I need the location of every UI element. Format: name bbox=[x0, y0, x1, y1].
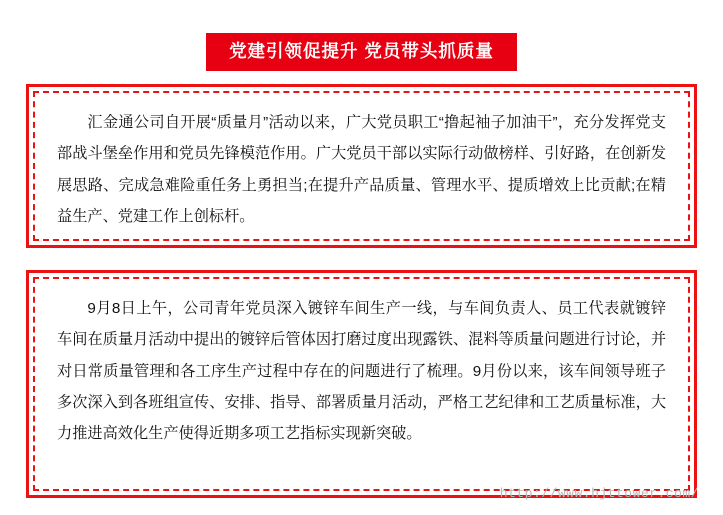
content-box-1 bbox=[26, 84, 697, 248]
content-box-2-inner bbox=[33, 277, 690, 491]
title-container bbox=[0, 34, 723, 70]
page-title: 党建引领促提升 党员带头抓质量 bbox=[207, 34, 516, 70]
paragraph-2: 9月8日上午，公司青年党员深入镀锌车间生产一线，与车间负责人、员工代表就镀锌车间在质量月活动中提出的镀锌后管体因打磨过度出现露铁、混料等质量问题进行讨论，并对日常质量管理和各工序生产过程中存在的问题进行了梳理。9月份以来，该车间领导班子多次深入到各班组宣传、安排、指导、部署质量月活动，严格工艺纪律和工艺质量标准，大力推进高效化生产使得近期多项工艺指标实现新突破。 bbox=[57, 300, 666, 443]
content-box-1-inner bbox=[33, 91, 690, 241]
content-box-2 bbox=[26, 270, 697, 498]
paragraph-1: 汇金通公司自开展“质量月”活动以来，广大党员职工“撸起袖子加油干”，充分发挥党支部战斗堡垒作用和党员先锋模范作用。广大党员干部以实际行动做榜样、引好路，在创新发展思路、完成急难险重任务上勇担当;在提升产品质量、管理水平、提质增效上比贡献;在精益生产、党建工作上创标杆。 bbox=[57, 114, 666, 225]
watermark-url: http://www.hjttower.com/ bbox=[499, 486, 699, 501]
